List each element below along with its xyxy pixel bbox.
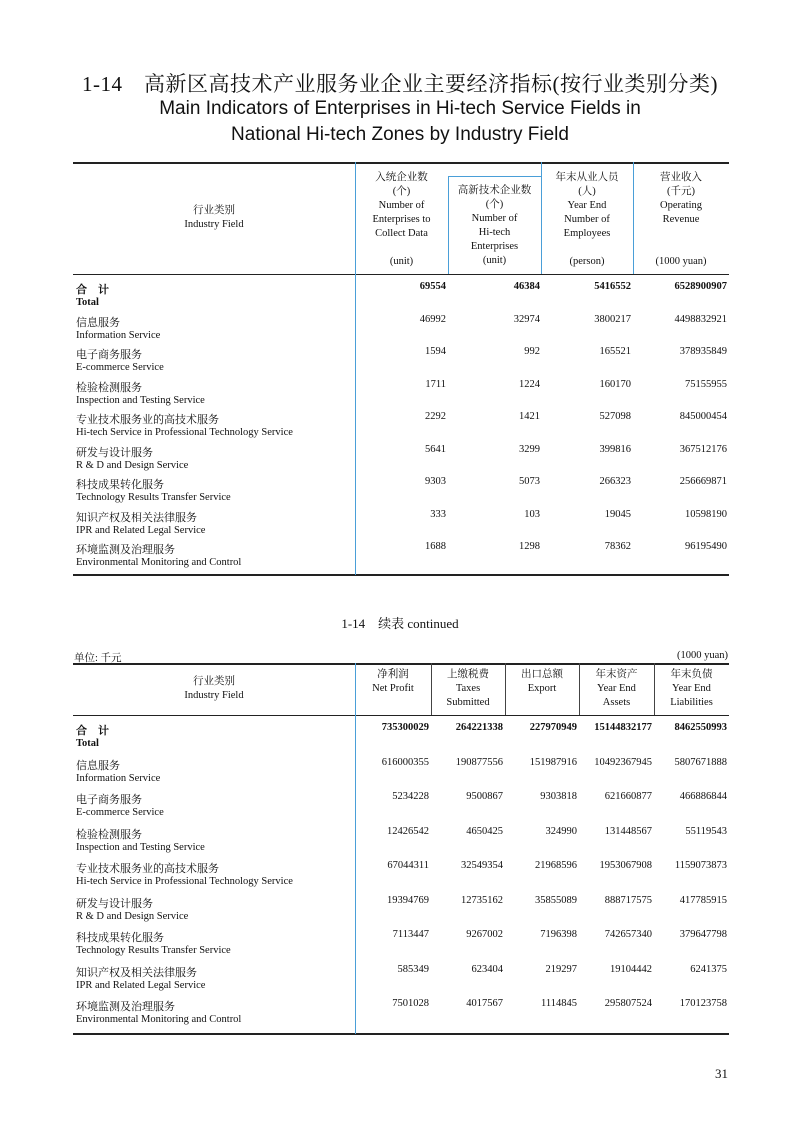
table-cell-value: 621660877 — [604, 791, 652, 802]
row-label-cn: 科技成果转化服务 — [76, 932, 164, 944]
table-cell-value: 9303 — [425, 476, 446, 487]
header-assets: 年末资产 Year End Assets — [595, 669, 638, 708]
header-revenue: 营业收入 (千元) Operating Revenue (1000 yuan) — [655, 172, 707, 267]
row-label-cn: 知识产权及相关法律服务 — [76, 511, 197, 524]
unit-label-en: (1000 yuan) — [676, 650, 728, 661]
table-cell-value: 4650425 — [466, 825, 503, 837]
table-cell-value: 78362 — [604, 541, 631, 552]
table-cell-value: 1594 — [425, 346, 446, 357]
table-cell-value: 10598190 — [685, 508, 727, 520]
table-cell-value: 324990 — [545, 825, 577, 837]
row-label-en: Technology Results Transfer Service — [76, 945, 231, 956]
table-cell-value: 4017567 — [466, 998, 503, 1009]
table-cell-value: 32549354 — [461, 860, 503, 871]
table-cell-value: 266323 — [599, 476, 631, 487]
row-label-cn: 检验检测服务 — [76, 381, 142, 394]
table-cell-value: 5234228 — [392, 791, 429, 802]
table-header-rule — [73, 715, 729, 716]
table-cell-value: 19394769 — [387, 894, 429, 906]
table-cell-value: 585349 — [397, 963, 429, 975]
table-cell-value: 10492367945 — [594, 756, 652, 768]
row-label-en: Information Service — [76, 772, 161, 784]
row-label-cn: 电子商务服务 — [76, 349, 142, 361]
table-cell-value: 12735162 — [461, 894, 503, 906]
row-label-en: IPR and Related Legal Service — [76, 524, 206, 536]
table-cell-value: 19045 — [604, 508, 631, 520]
table-cell-value: 7196398 — [540, 929, 577, 940]
table-cell-value: 21968596 — [535, 860, 577, 871]
header-industry-field: 行业类别 Industry Field — [184, 205, 244, 230]
table-cell-value: 69554 — [419, 281, 446, 292]
row-label-en: Total — [76, 738, 99, 749]
table-cell-value: 5641 — [425, 443, 446, 455]
row-label-cn: 合 计 — [76, 284, 109, 296]
table-cell-value: 1421 — [519, 411, 540, 422]
row-label-cn: 环境监测及治理服务 — [76, 1001, 175, 1013]
header-liabilities: 年末负债 Year End Liabilities — [670, 669, 713, 708]
row-label-en: Total — [76, 297, 99, 308]
table-cell-value: 7113447 — [392, 929, 429, 940]
table-header-rule — [73, 274, 729, 275]
table-cell-value: 742657340 — [604, 929, 652, 940]
table-cell-value: 35855089 — [535, 894, 577, 906]
table-cell-value: 379647798 — [679, 929, 727, 940]
continued-title: 1-14 续表 continued — [341, 616, 459, 631]
table-cell-value: 333 — [430, 508, 446, 520]
table-cell-value: 227970949 — [529, 722, 577, 733]
table-cell-value: 9267002 — [466, 929, 503, 940]
table-cell-value: 3800217 — [594, 313, 631, 325]
table-cell-value: 75155955 — [685, 378, 727, 390]
table-cell-value: 9500867 — [466, 791, 503, 802]
table-cell-value: 264221338 — [455, 722, 503, 733]
row-label-cn: 研发与设计服务 — [76, 897, 153, 910]
row-label-cn: 专业技术服务业的高技术服务 — [76, 414, 219, 426]
table-cell-value: 6528900907 — [674, 281, 727, 292]
table-cell-value: 735300029 — [381, 722, 429, 733]
header-enterprises: 入统企业数 (个) Number of Enterprises to Collect Data (unit) — [372, 172, 431, 267]
header-hitech-enterprises: 高新技术企业数 (个) Number of Hi-tech Enterprises (unit) — [457, 185, 532, 266]
table-cell-value: 151987916 — [529, 756, 577, 768]
table-cell-value: 131448567 — [604, 825, 652, 837]
table-cell-value: 1711 — [425, 378, 446, 390]
table-cell-value: 367512176 — [679, 443, 727, 455]
row-label-en: IPR and Related Legal Service — [76, 979, 206, 991]
page-title-cn: 1-14 高新区高技术产业服务业企业主要经济指标(按行业类别分类) — [82, 72, 718, 96]
table-cell-value: 8462550993 — [674, 722, 727, 733]
row-label-cn: 知识产权及相关法律服务 — [76, 966, 197, 979]
row-label-en: E-commerce Service — [76, 362, 164, 373]
row-label-cn: 信息服务 — [76, 759, 120, 772]
table-cell-value: 12426542 — [387, 825, 429, 837]
header-export: 出口总额 Export — [521, 669, 563, 694]
table-cell-value: 399816 — [599, 443, 631, 455]
row-label-en: Inspection and Testing Service — [76, 841, 205, 853]
row-label-cn: 环境监测及治理服务 — [76, 544, 175, 556]
table-cell-value: 55119543 — [685, 825, 727, 837]
table-cell-value: 378935849 — [679, 346, 727, 357]
row-label-en: R & D and Design Service — [76, 459, 189, 471]
row-label-cn: 信息服务 — [76, 316, 120, 329]
table-cell-value: 32974 — [513, 313, 540, 325]
table-cell-value: 527098 — [599, 411, 631, 422]
table-cell-value: 1159073873 — [674, 860, 727, 871]
table-cell-value: 15144832177 — [594, 722, 652, 733]
row-label-en: Inspection and Testing Service — [76, 394, 205, 406]
table-cell-value: 1298 — [519, 541, 540, 552]
table-cell-value: 160170 — [599, 378, 631, 390]
table-cell-value: 6241375 — [690, 963, 727, 975]
row-label-cn: 检验检测服务 — [76, 828, 142, 841]
table-cell-value: 1114845 — [541, 998, 577, 1009]
row-label-en: Hi-tech Service in Professional Technology Service — [76, 427, 293, 438]
row-label-en: Environmental Monitoring and Control — [76, 557, 242, 568]
page-title-en-line2: National Hi-tech Zones by Industry Field — [231, 124, 569, 145]
row-label-en: E-commerce Service — [76, 807, 164, 818]
table-cell-value: 295807524 — [604, 998, 652, 1009]
page-number: 31 — [715, 1066, 728, 1081]
header-industry-field: 行业类别 Industry Field — [184, 676, 244, 701]
row-label-cn: 科技成果转化服务 — [76, 479, 164, 491]
table-cell-value: 845000454 — [679, 411, 727, 422]
row-label-en: Technology Results Transfer Service — [76, 492, 231, 503]
table-cell-value: 1224 — [519, 378, 540, 390]
table-cell-value: 888717575 — [604, 894, 652, 906]
table-cell-value: 4498832921 — [674, 313, 727, 325]
table-cell-value: 623404 — [471, 963, 503, 975]
header-net-profit: 净利润 Net Profit — [372, 669, 414, 694]
header-subrule — [448, 176, 541, 177]
table-cell-value: 5416552 — [594, 281, 631, 292]
table-cell-value: 616000355 — [381, 756, 429, 768]
row-label-en: Information Service — [76, 329, 161, 341]
table-cell-value: 19104442 — [610, 963, 652, 975]
row-label-en: Hi-tech Service in Professional Technology Service — [76, 876, 293, 887]
table-cell-value: 219297 — [545, 963, 577, 975]
table-cell-value: 1953067908 — [599, 860, 652, 871]
table-cell-value: 992 — [524, 346, 540, 357]
row-label-cn: 专业技术服务业的高技术服务 — [76, 863, 219, 875]
table-top-rule — [73, 663, 729, 665]
table-top-rule — [73, 162, 729, 164]
row-label-cn: 合 计 — [76, 725, 109, 737]
table-cell-value: 7501028 — [392, 998, 429, 1009]
row-label-en: Environmental Monitoring and Control — [76, 1014, 242, 1025]
header-taxes: 上缴税费 Taxes Submitted — [446, 669, 490, 708]
table-continued — [73, 663, 729, 1038]
table-cell-value: 170123758 — [679, 998, 727, 1009]
table-cell-value: 103 — [524, 508, 540, 520]
row-label-en: R & D and Design Service — [76, 910, 189, 922]
table-cell-value: 165521 — [599, 346, 631, 357]
unit-label-cn: 单位: 千元 — [74, 653, 122, 664]
table-cell-value: 190877556 — [455, 756, 503, 768]
table-cell-value: 466886844 — [679, 791, 727, 802]
table-bottom-rule — [73, 574, 729, 576]
table-cell-value: 5073 — [519, 476, 540, 487]
row-label-cn: 研发与设计服务 — [76, 446, 153, 459]
table-cell-value: 46992 — [419, 313, 446, 325]
table-cell-value: 46384 — [513, 281, 540, 292]
table-bottom-rule — [73, 1033, 729, 1035]
table-main-indicators — [73, 162, 729, 577]
row-label-cn: 电子商务服务 — [76, 794, 142, 806]
table-cell-value: 5807671888 — [674, 756, 727, 768]
page-title-en-line1: Main Indicators of Enterprises in Hi-tech Service Fields in — [159, 98, 641, 119]
table-cell-value: 417785915 — [679, 894, 727, 906]
header-employees: 年末从业人员 (人) Year End Number of Employees (person) — [555, 172, 619, 267]
table-cell-value: 96195490 — [685, 541, 727, 552]
table-cell-value: 1688 — [425, 541, 446, 552]
table-cell-value: 3299 — [519, 443, 540, 455]
table-cell-value: 9303818 — [540, 791, 577, 802]
table-cell-value: 256669871 — [679, 476, 727, 487]
table-cell-value: 67044311 — [387, 860, 429, 871]
column-divider — [355, 663, 356, 1034]
table-cell-value: 2292 — [425, 411, 446, 422]
